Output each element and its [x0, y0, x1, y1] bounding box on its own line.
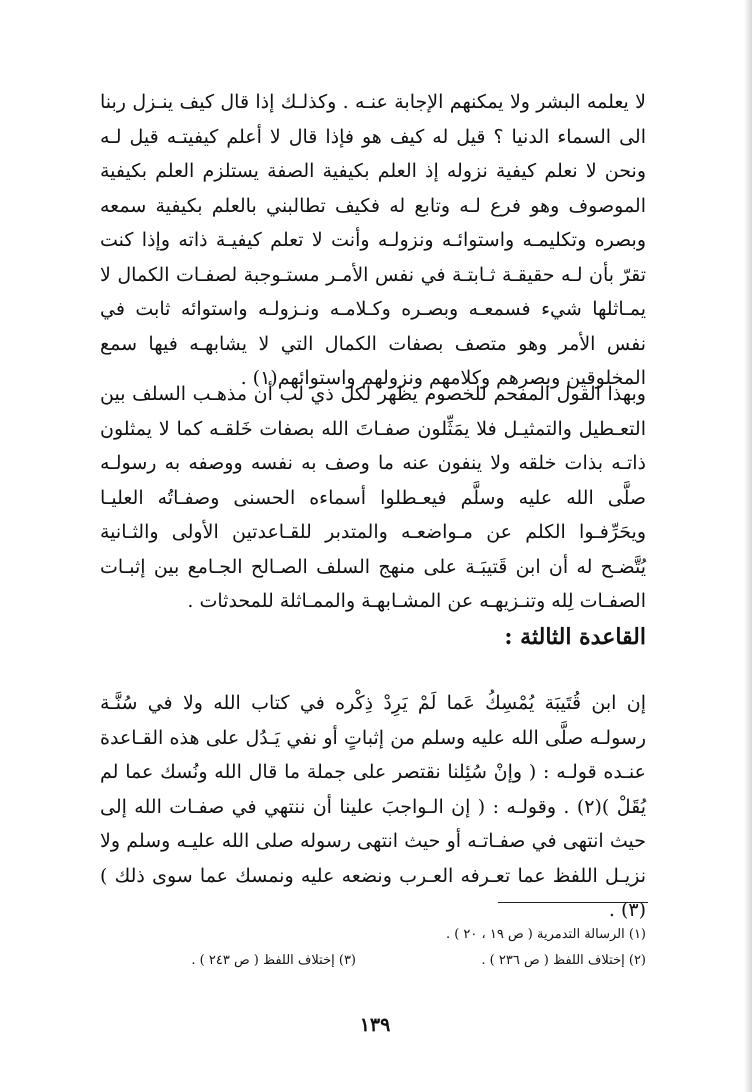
body-paragraph-2: وبهذا القول المفحم للخصوم يظهر لكل ذي لب أن مذهـب السلف بين التعـطيل والتمثيـل فلا يمَثِّلون صفـاتَ الله بصفات خَلقـه كما لا يمثلون ذاتـه بذات خلقه ولا ينفون عنه ما وصف به نفسه ووصفه به رسولـه صلَّى الله عليه وسلَّم فيعـطلوا أسماءه الحسنى وصفـاتُه العليـا ويحَرِّفـوا الكلم عن مـواضعـه والمتدبر للقـاعدتين الأولى والثـانية يُتَّضـح له أن ابن قَتيبَـة على منهج السلف الصـالح الجـامع بين إثبـات الصفـات لِله وتنـزيهـه عن المشـابهـة والممـاثلة للمحدثات . — [100, 383, 646, 612]
footnote-divider — [498, 902, 648, 903]
page-edge-shadow — [744, 0, 752, 1092]
body-paragraph-3: إن ابن قُتَيبَة يُمْسِكُ عَما لَمْ يَرِدْ ذِكْره في كتاب الله ولا في سُنَّـة رسولـه صلَّى الله عليه وسلم من إثباتٍ أو نفي يَـدُل على هذه القـاعدة عنـده قولـه : ( وإنْ سُئِلنا نقتصر على جملة ما قال الله ونُسك عما لم يُقَلْ )(٢) . وقولـه : ( إن الـواجبَ علينا أن ننتهي في صفـات الله إلى حيث انتهى في صفـاتـه أو حيث انتهى رسوله صلى الله عليـه وسلم ولا نزيـل اللفظ عما تعـرفه العـرب ونضعه عليه ونمسك عما سوى ذلك )(٣) . — [100, 692, 646, 921]
footnote-3: (٣) إختلاف اللفظ ( ص ٢٤٣ ) . — [191, 953, 356, 968]
section-heading: القاعدة الثالثة : — [504, 624, 646, 650]
footnote-2: (٢) إختلاف اللفظ ( ص ٢٣٦ ) . — [481, 953, 646, 968]
page-number: ١٣٩ — [359, 1014, 391, 1036]
body-paragraph-1: لا يعلمه البشر ولا يمكنهم الإجابة عنـه . وكذلـك إذا قال كيف ينـزل ربنا الى السماء الدنيا ؟ قيل له كيف هو فإذا قال لا أعلم كيفيتـه قيل لـه ونحن لا نعلم كيفية نزوله إذ العلم بكيفية الصفة يستلزم العلم بكيفية الموصوف وهو فرع لـه وتابع له فكيف تطالبني بالعلم بكيفية سمعه وبصره وتكليمـه واستوائـه ونزولـه وأنت لا تعلم كيفيـة ذاته وإذا كنت تقرّ بأن لـه حقيقـة ثـابتـة في نفس الأمـر مستـوجبة لصفـات الكمال لا يمـاثلها شيء فسمعـه وبصـره وكـلامـه ونـزولـه واستوائه ثابت في نفس الأمر وهو متصف بصفات الكمال التي لا يشابهـه فيها سمع المخلوقين وبصرهم وكلامهم ونزولهم واستوائهم(١) . — [100, 91, 646, 389]
footnote-1: (١) الرسالة التدمرية ( ص ١٩ ، ٢٠ ) . — [445, 927, 646, 942]
